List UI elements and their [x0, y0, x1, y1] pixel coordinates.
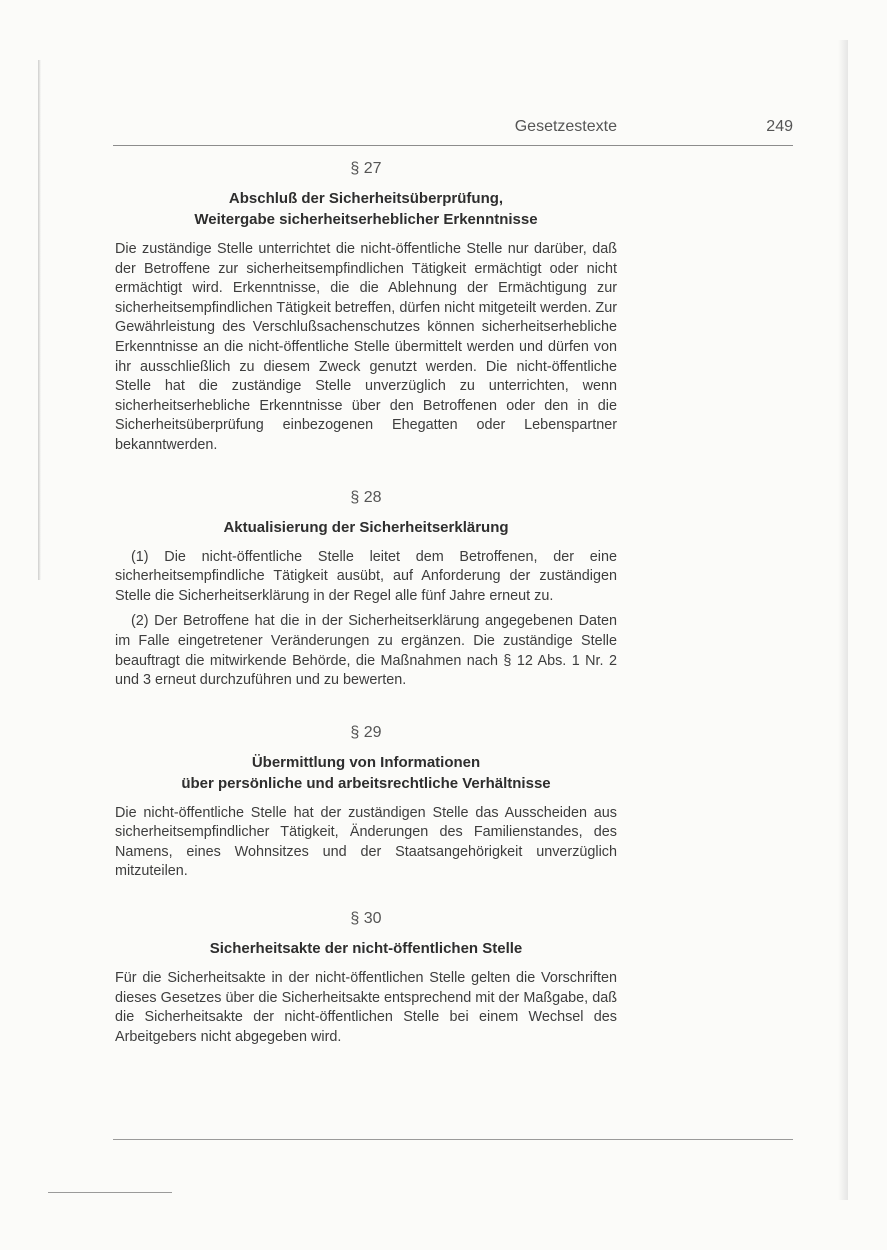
- running-header: [113, 118, 793, 140]
- running-header-title: Gesetzestexte: [514, 118, 617, 135]
- section-30: [115, 908, 617, 1047]
- section-number: § 28: [350, 488, 382, 506]
- section-title-line: über persönliche und arbeitsrechtliche Verhältnisse: [181, 774, 551, 792]
- section-number: § 27: [350, 160, 382, 177]
- page-number: 249: [766, 118, 793, 135]
- header-rule: [113, 145, 793, 146]
- section-paragraph: (2) Der Betroffene hat die in der Sicherheitserklärung angegebenen Daten im Falle eingetretener Veränderungen zu ergänzen. Die zuständige Stelle beauftragt die mitwirkende Behörde, die Maßnahmen nach § 12 Abs. 1 Nr. 2 und 3 erneut durchzuführen und zu bewerten.: [115, 613, 617, 689]
- section-number: § 30: [350, 910, 382, 928]
- section-paragraph: (1) Die nicht-öffentliche Stelle leitet dem Betroffenen, der eine sicherheitsempfindliche Tätigkeit ausübt, auf Anforderung der zuständigen Stelle die Sicherheitserklärung in der Regel alle fünf Jahre erneut zu.: [115, 548, 617, 604]
- scan-edge-shadow-left: [38, 60, 41, 580]
- section-27: [115, 158, 617, 456]
- section-paragraph: Die zuständige Stelle unterrichtet die nicht-öffentliche Stelle nur darüber, daß der Betroffene zur sicherheitsempfindlichen Tätigkeit ermächtigt oder nicht ermächtigt wird. Erkenntnisse, die die Ablehnung der Ermächtigung zur sicherheitsempfindlichen Tätigkeit betreffen, dürfen nicht mitgeteilt werden. Zur Gewährleistung des Verschlußsachenschutzes können sicherheitserhebliche Erkenntnisse an die nicht-öffentliche Stelle übermittelt werden und dürfen von ihr ausschließlich zu diesem Zweck genutzt werden. Die nicht-öffentliche Stelle hat die zuständige Stelle unverzüglich zu unterrichten, wenn sicherheitserhebliche Erkenntnisse über den Betroffenen oder den in die Sicherheitsüberprüfung einbezogenen Ehegatten oder Lebenspartner bekanntwerden.: [115, 241, 617, 453]
- section-title-line: Abschluß der Sicherheitsüberprüfung,: [228, 190, 504, 207]
- section-29: [115, 722, 617, 882]
- section-paragraph: Die nicht-öffentliche Stelle hat der zuständigen Stelle das Ausscheiden aus sicherheitsempfindlicher Tätigkeit, Änderungen des Familienstandes, des Namens, eines Wohnsitzes und der Staatsangehörigkeit unverzüglich mitzuteilen.: [115, 804, 617, 880]
- section-title-line: Sicherheitsakte der nicht-öffentlichen Stelle: [209, 940, 523, 958]
- page-body: [115, 158, 617, 1047]
- section-number: § 29: [350, 723, 382, 741]
- section-title-line: Übermittlung von Informationen: [251, 753, 481, 771]
- section-title-line: Weitergabe sicherheitserheblicher Erkenntnisse: [194, 211, 538, 228]
- footer-rule: [113, 1139, 793, 1140]
- section-title-line: Aktualisierung der Sicherheitserklärung: [223, 518, 509, 536]
- section-28: [115, 487, 617, 691]
- scan-bottom-stroke: [48, 1192, 172, 1193]
- scan-edge-shadow-right: [838, 40, 848, 1200]
- section-paragraph: Für die Sicherheitsakte in der nicht-öffentlichen Stelle gelten die Vorschriften dieses Gesetzes über die Sicherheitsakte entsprechend mit der Maßgabe, daß die Sicherheitsakte der nicht-öffentlichen Stelle bei einem Wechsel des Arbeitgebers nicht abgegeben wird.: [115, 970, 617, 1045]
